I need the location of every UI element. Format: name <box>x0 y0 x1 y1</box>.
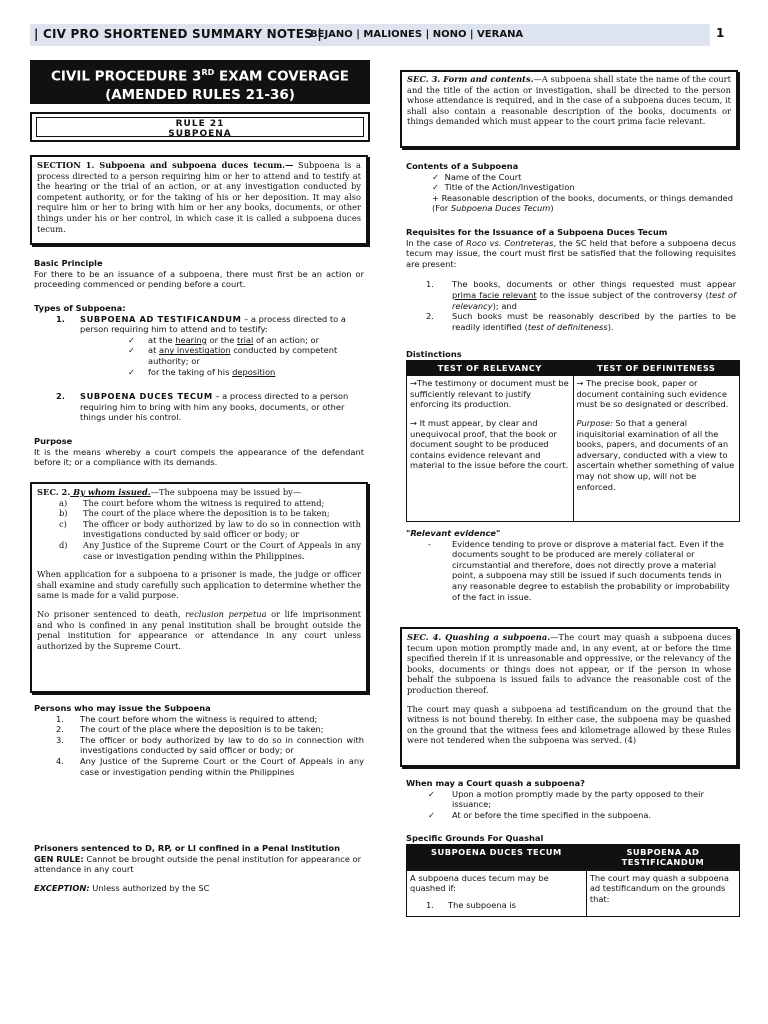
exam-coverage-title: CIVIL PROCEDURE 3RD EXAM COVERAGE (AMENDED RULES 21-36) <box>30 60 370 104</box>
rule-name: SUBPOENA <box>168 129 232 139</box>
list-item-marker: d) <box>59 539 68 550</box>
types-of-subpoena: Types of Subpoena: 1. SUBPOENA AD TESTIFICANDUM – a process directed to a person requiring him to attend and to testify: ✓ at the hearing or the trial of an action; or ✓ at any investigation conducted by competent authority; or ✓ for the taking of his deposition 2. SUBPOENA DUCES TECUM – a process directed to a person requiring him to bring with him any books, documents, or other things under his control. <box>34 303 349 423</box>
list-item <box>56 756 364 777</box>
check-icon: ✓ <box>128 345 135 356</box>
list-item <box>56 714 364 725</box>
check-icon: ✓ <box>428 809 435 820</box>
distinctions-table: TEST OF RELEVANCY TEST OF DEFINITENESS →The testimony or document must be sufficiently relevant to justify enforcing its production. → It must appear, by clear and unequivocal proof, that the book or document sought to be produced contains evidence relevant and material to the issue before the court. → The precise book, paper or document containing such evidence must be so designated or described. Purpose: So that a general inquisitorial examination of all the books, papers, and documents of an adversary, conducted with a view to ascertain whether something of value may not show up, will not be enforced. <box>406 360 740 523</box>
list-item-marker: 4. <box>56 755 64 766</box>
list-item <box>56 724 364 735</box>
section-2-box: SEC. 2. By whom issued.—The subpoena may be issued by— a) The court before whom the witness is required to attend; b) The court of the place where the deposition is to be taken; c) The officer or body authorized by law to do so in connection with investigations conducted by said officer or body; or d) Any Justice of the Supreme Court or the Court of Appeals in any case or investigation pending within the Philippines. When application for a subpoena to a prisoner is made, the judge or officer shall examine and study carefully such application to determine whether the same is made for a valid purpose. No prisoner sentenced to death, reclusion perpetua or life imprisonment and who is confined in any penal institution shall be brought outside the penal institution for appearance or attendance in any court unless authorized by the Supreme Court. <box>30 482 368 693</box>
list-item-text: The court of the place where the deposition is to be taken; <box>83 508 330 519</box>
list-item <box>59 540 361 561</box>
list-item-text: The court before whom the witness is required to attend; <box>83 497 325 508</box>
list-item <box>59 498 361 509</box>
check-icon: ✓ <box>128 366 135 377</box>
list-item-marker: 2. <box>56 724 64 735</box>
list-item-marker: 1. <box>56 713 64 724</box>
requisites-section: Requisites for the Issuance of a Subpoena Duces Tecum In the case of Roco vs. Contreteras, the SC held that before a subpoena decus tecum may issue, the court must first be satisfied that the following requisites are present: 1. The books, documents or other things requested must appear prima facie relevant to the issue subject of the controversy (test of relevancy); and 2. Such books must be reasonably described by the parties to be readily identified (test of definiteness). <box>406 227 736 332</box>
document-authors: BEJANO | MALIONES | NONO | VERANA <box>310 29 524 40</box>
section-1-box: SECTION 1. Subpoena and subpoena duces tecum.— Subpoena is a process directed to a person requiring him or her to attend and to testify at the hearing or the trial of an action, or at any investigation conducted by competent authority, or for the taking of his or her deposition. It may also require him or her to bring with him or her any books, documents, or other things under his or her control, in which case it is called a subpoena duces tecum. <box>30 155 368 245</box>
rule-number: RULE 21 <box>175 119 225 129</box>
purpose: Purpose It is the means whereby a court compels the appearance of the defendant before it; or a compliance with its demands. <box>34 436 364 468</box>
grounds-for-quashal: Specific Grounds For Quashal SUBPOENA DUCES TECUM SUBPOENA AD TESTIFICANDUM A subpoena duces tecum may be quashed if: 1. The subpoena is The court may quash a subpoena ad testificandum on the grounds that: <box>406 833 740 917</box>
list-item-marker: a) <box>59 497 68 508</box>
section-4-box: SEC. 4. Quashing a subpoena.—The court may quash a subpoena duces tecum upon motion promptly made and, in any event, at or before the time specified therein if it is unreasonable and oppressive, or the relevancy of the books, documents or things does not appear, or if the person in whose behalf the subpoena is issued fails to advance the reasonable cost of the production thereof. The court may quash a subpoena ad testificandum on the ground that the witness is not bound thereby. In either case, the subpoena may be quashed on the ground that the witness fees and kilometrage allowed by these Rules were not tendered when the subpoena was served. (4) <box>400 627 738 767</box>
list-item <box>59 519 361 540</box>
check-icon: ✓ <box>432 182 439 193</box>
rule-heading-box <box>30 112 370 142</box>
list-item-marker: b) <box>59 508 68 519</box>
persons-who-may-issue: Persons who may issue the Subpoena 1. The court before whom the witness is required to attend; 2. The court of the place where the deposition is to be taken; 3. The officer or body authorized by law to do so in connection with investigations conducted by said officer or body; or 4. Any Justice of the Supreme Court or the Court of Appeals in any case or investigation pending within the Philippines <box>34 703 364 777</box>
distinctions-section: Distinctions TEST OF RELEVANCY TEST OF DEFINITENESS →The testimony or document must be sufficiently relevant to justify enforcing its production. → It must appear, by clear and unequivocal proof, that the book or document sought to be produced contains evidence relevant and material to the issue before the court. → The precise book, paper or document containing such evidence must be so designated or described. Purpose: So that a general inquisitorial examination of all the books, papers, and documents of an adversary, conducted with a view to ascertain whether something of value may not show up, will not be enforced. <box>406 349 740 522</box>
list-item-text: Any Justice of the Supreme Court or the Court of Appeals in any case or investigation pending within the Philippines. <box>83 539 361 561</box>
list-item-marker: c) <box>59 518 67 529</box>
section-3-box: SEC. 3. Form and contents.—A subpoena shall state the name of the court and the title of the action or investigation, shall be directed to the person whose attendance is required, and in the case of a subpoena duces tecum, it shall also contain a reasonable description of the books, documents or things demanded which must appear to the court prima facie relevant. <box>400 70 738 148</box>
list-item-text: The officer or body authorized by law to do so in connection with investigations conducted by said officer or body; or <box>80 734 364 756</box>
grounds-table: SUBPOENA DUCES TECUM SUBPOENA AD TESTIFICANDUM A subpoena duces tecum may be quashed if: 1. The subpoena is The court may quash a subpoena ad testificandum on the grounds that: <box>406 844 740 917</box>
document-title: | CIV PRO SHORTENED SUMMARY NOTES | <box>34 27 322 41</box>
when-quash: When may a Court quash a subpoena? ✓ Upon a motion promptly made by the party opposed to their issuance; ✓ At or before the time specified in the subpoena. <box>406 778 704 820</box>
list-item-text: Any Justice of the Supreme Court or the Court of Appeals in any case or investigation pending within the Philippines <box>80 755 364 777</box>
relevant-evidence: "Relevant evidence" - Evidence tending to prove or disprove a material fact. Even if the documents sought to be produced are merely collateral or circumstantial and therefore, does not directly prove a material point, a subpoena may still be issued if such documents tends in any reasonable degree to establish the probability or improbability of the fact in issue. <box>406 528 730 602</box>
check-icon: ✓ <box>428 788 435 799</box>
prisoners-rule: Prisoners sentenced to D, RP, or LI confined in a Penal Institution GEN RULE: Cannot be brought outside the penal institution for appearance or attendance in any court EXCEPTION: Unless authorized by the SC <box>34 843 361 893</box>
list-item-text: The court before whom the witness is required to attend; <box>80 713 318 724</box>
check-icon: ✓ <box>128 334 135 345</box>
list-item <box>59 508 361 519</box>
list-item <box>56 735 364 756</box>
check-icon: ✓ <box>432 171 439 182</box>
list-item-text: The court of the place where the deposition is to be taken; <box>80 724 324 735</box>
list-item-text: The officer or body authorized by law to do so in connection with investigations conducted by said officer or body; or <box>83 518 361 540</box>
contents-of-subpoena: Contents of a Subpoena ✓ Name of the Court ✓ Title of the Action/Investigation + Reasonable description of the books, documents, or things demanded (For Subpoena Duces Tecum) <box>406 161 734 214</box>
basic-principle: Basic Principle For there to be an issuance of a subpoena, there must first be an action or proceeding commenced or pending before a court. <box>34 258 364 290</box>
list-item-marker: 3. <box>56 734 64 745</box>
page-number: 1 <box>716 26 725 40</box>
